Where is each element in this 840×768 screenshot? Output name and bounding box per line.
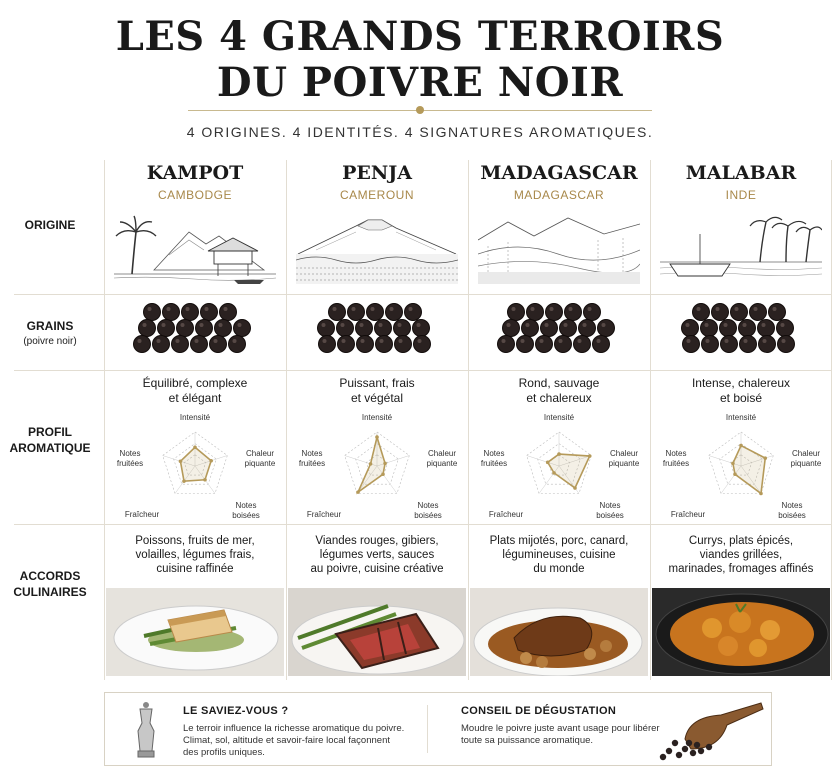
radar-axis-label: Notes [119, 449, 141, 458]
terroir-name: PENJA [342, 162, 412, 184]
peppercorn-highlight [157, 339, 161, 343]
terroir-country: MADAGASCAR [513, 188, 605, 202]
radar-profile [548, 454, 590, 488]
row-label-grains-sub: (poivre noir) [23, 336, 77, 347]
aroma-profile-line: et végétal [350, 391, 404, 405]
culinary-pairings [658, 534, 824, 576]
curry-dish-illustration [652, 588, 830, 676]
peppercorn [676, 752, 682, 758]
radar-profile [733, 446, 765, 494]
radar-axis-label: fruitées [298, 459, 326, 468]
row-label-accords-2: CULINAIRES [13, 585, 87, 599]
peppercorn [672, 740, 678, 746]
peppercorn-highlight [176, 339, 180, 343]
aroma-profile-line: Équilibré, complexe [142, 376, 248, 390]
peppercorn-highlight [781, 323, 785, 327]
peppercorn [584, 304, 601, 321]
peppercorn-highlight [705, 323, 709, 327]
peppercorn [769, 304, 786, 321]
radar-profile [180, 447, 211, 481]
radar-axis-label: Notes [301, 449, 323, 458]
divider-dot-icon [416, 106, 424, 114]
peppercorn-highlight [398, 323, 402, 327]
pairing-line: cuisine raffinée [156, 563, 234, 575]
peppercorn-highlight [333, 307, 337, 311]
peppercorn-highlight [597, 339, 601, 343]
peppercorn [693, 304, 710, 321]
peppercorn-highlight [143, 323, 147, 327]
row-label-grains-text: GRAINS [26, 319, 74, 333]
peppercorn [740, 336, 757, 353]
aroma-profile [296, 376, 458, 406]
radar-axis-label: Fraîcheur [670, 510, 706, 518]
peppercorn [348, 304, 365, 321]
radar-point [588, 454, 592, 458]
peppercorn-highlight [724, 323, 728, 327]
peppercorn [329, 304, 346, 321]
peppercorn-highlight [512, 307, 516, 311]
peppercorn [660, 754, 666, 760]
radar-point [209, 459, 213, 463]
peppercorn-highlight [697, 307, 701, 311]
radar-axis-label: fruitées [480, 459, 508, 468]
info-divider [427, 705, 428, 753]
radar-point [546, 461, 550, 465]
radar-axis-label: fruitées [662, 459, 690, 468]
peppercorn [712, 304, 729, 321]
peppercorn-highlight [352, 307, 356, 311]
aroma-profile-line: et élégant [168, 391, 222, 405]
peppercorn-highlight [531, 307, 535, 311]
peppercorn [683, 336, 700, 353]
radar-axis-label: Intensité [725, 413, 757, 422]
peppercorn [134, 336, 151, 353]
peppercorn [560, 320, 577, 337]
pairing-line: marinades, fromages affinés [668, 563, 814, 575]
peppercorn-highlight [200, 323, 204, 327]
peppercorn [375, 320, 392, 337]
peppercorn-highlight [782, 339, 786, 343]
peppercorn [318, 320, 335, 337]
peppercorn-highlight [564, 323, 568, 327]
radar-point [381, 472, 385, 476]
column-madagascar [468, 160, 650, 680]
peppercorn [319, 336, 336, 353]
peppercorn-highlight [238, 323, 242, 327]
info-box [104, 692, 772, 766]
info-line: Le terroir influence la richesse aromatique du poivre. [183, 723, 405, 734]
peppercorn-highlight [322, 323, 326, 327]
peppercorn-highlight [583, 323, 587, 327]
radar-axis-label: Fraîcheur [488, 510, 524, 518]
peppercorn-highlight [725, 339, 729, 343]
peppercorn [593, 336, 610, 353]
peppercorn [777, 320, 794, 337]
landscape-illustration [660, 210, 822, 286]
peppercorn [395, 336, 412, 353]
radar-axis-label: Fraîcheur [124, 510, 160, 518]
row-label-profil-2: AROMATIQUE [9, 441, 91, 455]
peppercorn-highlight [418, 339, 422, 343]
peppercorn-highlight [762, 323, 766, 327]
peppercorn-highlight [138, 339, 142, 343]
radar-axis-label: Notes [235, 501, 257, 510]
peppercorn [376, 336, 393, 353]
peppercorn-highlight [763, 339, 767, 343]
radar-point [193, 446, 197, 450]
peppercorn [555, 336, 572, 353]
radar-point [759, 492, 763, 496]
peppercorn-highlight [588, 307, 592, 311]
peppercorns-illustration [306, 298, 448, 360]
peppercorn-highlight [323, 339, 327, 343]
peppercorn-highlight [687, 339, 691, 343]
column-malabar [650, 160, 832, 680]
peppercorn [394, 320, 411, 337]
peppercorn [386, 304, 403, 321]
radar-axis-label: Notes [417, 501, 439, 510]
peppercorn [702, 336, 719, 353]
info-line: Climat, sol, altitude et savoir-faire local façonnent [183, 735, 390, 746]
radar-point [739, 444, 743, 448]
peppercorns-illustration [488, 298, 630, 360]
terroir-country: CAMBODGE [157, 188, 232, 202]
radar-axis-label: Notes [483, 449, 505, 458]
peppercorn-highlight [361, 339, 365, 343]
peppercorn [357, 336, 374, 353]
peppercorn-highlight [148, 307, 152, 311]
pairing-line: Currys, plats épicés, [688, 535, 794, 547]
peppercorn [234, 320, 251, 337]
peppercorn-highlight [559, 339, 563, 343]
peppercorn [758, 320, 775, 337]
peppercorn [196, 320, 213, 337]
radar-axis-label: Notes [781, 501, 803, 510]
row-label-accords-1: ACCORDS [19, 569, 81, 583]
pairing-line: au poivre, cuisine créative [310, 563, 444, 575]
peppercorn-highlight [409, 307, 413, 311]
radar-chart [656, 412, 826, 518]
peppercorn [698, 748, 704, 754]
pairing-line: du monde [533, 563, 585, 575]
peppercorn [201, 304, 218, 321]
peppercorn [498, 336, 515, 353]
peppercorn [690, 750, 696, 756]
peppercorn [215, 320, 232, 337]
peppercorn-highlight [540, 339, 544, 343]
info-line: toute sa puissance aromatique. [461, 735, 594, 746]
peppercorns-illustration [670, 298, 812, 360]
peppercorn [682, 320, 699, 337]
radar-axis-label: Intensité [361, 413, 393, 422]
peppercorn [522, 320, 539, 337]
radar-axis-label: Intensité [543, 413, 575, 422]
terroir-country: INDE [725, 188, 757, 202]
row-label-origine: ORIGINE [24, 218, 76, 232]
peppercorn [739, 320, 756, 337]
peppercorn [338, 336, 355, 353]
landscape-illustration [114, 210, 276, 286]
peppercorn [546, 304, 563, 321]
peppercorn [579, 320, 596, 337]
pairing-line: Viandes rouges, gibiers, [315, 535, 439, 547]
aroma-profile [660, 376, 822, 406]
radar-axis-label: boisées [778, 511, 806, 518]
radar-point [375, 435, 379, 439]
culinary-pairings [294, 534, 460, 576]
landscape-illustration [478, 210, 640, 286]
column-kampot [104, 160, 286, 680]
pairing-line: Plats mijotés, porc, canard, [489, 535, 629, 547]
peppercorn [182, 304, 199, 321]
peppercorn [229, 336, 246, 353]
pairing-line: Poissons, fruits de mer, [135, 535, 255, 547]
radar-point [369, 462, 373, 466]
peppercorn [153, 336, 170, 353]
aroma-profile [114, 376, 276, 406]
peppercorn [565, 304, 582, 321]
radar-axis-label: Notes [599, 501, 621, 510]
radar-axis-label: Intensité [179, 413, 211, 422]
radar-point [182, 479, 186, 483]
peppercorn [220, 304, 237, 321]
row-label-profil [0, 424, 100, 456]
terroir-country: CAMEROUN [339, 188, 414, 202]
peppercorn-highlight [602, 323, 606, 327]
peppercorn-highlight [526, 323, 530, 327]
title-line-2: DU POIVRE NOIR [216, 59, 624, 106]
info-line: des profils uniques. [183, 747, 265, 758]
peppercorn [191, 336, 208, 353]
peppercorn [356, 320, 373, 337]
peppercorn [158, 320, 175, 337]
radar-point [573, 486, 577, 490]
peppercorn [541, 320, 558, 337]
radar-point [356, 490, 360, 494]
radar-axis-label: Chaleur [609, 449, 639, 458]
radar-chart [292, 412, 462, 518]
peppercorn [527, 304, 544, 321]
pepper-mill-icon [135, 701, 157, 759]
peppercorn-highlight [214, 339, 218, 343]
peppercorn-highlight [578, 339, 582, 343]
radar-point [383, 462, 387, 466]
pairing-line: viandes grillées, [699, 549, 783, 561]
radar-chart [474, 412, 644, 518]
peppercorn-highlight [181, 323, 185, 327]
page-title [0, 14, 840, 106]
peppercorn [405, 304, 422, 321]
peppercorn-highlight [186, 307, 190, 311]
aroma-profile-line: Puissant, frais [339, 376, 415, 390]
peppercorn-highlight [706, 339, 710, 343]
column-penja [286, 160, 468, 680]
peppercorn [536, 336, 553, 353]
culinary-pairings [112, 534, 278, 576]
terroir-name: MADAGASCAR [480, 162, 638, 184]
peppercorn [574, 336, 591, 353]
peppercorn-highlight [219, 323, 223, 327]
peppercorn [701, 320, 718, 337]
steak-dish-illustration [288, 588, 466, 676]
peppercorn [759, 336, 776, 353]
radar-point [179, 459, 183, 463]
peppercorn-highlight [399, 339, 403, 343]
peppercorn-highlight [545, 323, 549, 327]
stew-dish-illustration [470, 588, 648, 676]
peppercorn-highlight [507, 323, 511, 327]
radar-axis-label: piquante [426, 459, 458, 468]
peppercorn [731, 304, 748, 321]
terroir-name: KAMPOT [146, 162, 244, 184]
aroma-profile-line: et chalereux [526, 391, 592, 405]
tasting-tip-title: CONSEIL DE DÉGUSTATION [461, 705, 617, 717]
peppercorns-illustration [124, 298, 266, 360]
peppercorn-highlight [735, 307, 739, 311]
fish-dish-illustration [106, 588, 284, 676]
peppercorn [508, 304, 525, 321]
radar-point [557, 452, 561, 456]
radar-axis-label: Notes [665, 449, 687, 458]
peppercorn [503, 320, 520, 337]
radar-axis-label: boisées [232, 511, 260, 518]
radar-axis-label: Fraîcheur [306, 510, 342, 518]
radar-point [731, 462, 735, 466]
peppercorn [367, 304, 384, 321]
title-line-1: LES 4 GRANDS TERROIRS [115, 13, 725, 60]
peppercorn-highlight [502, 339, 506, 343]
aroma-profile-line: Intense, chalereux [691, 376, 791, 390]
aroma-profile-line: et boisé [719, 391, 763, 405]
peppercorn-highlight [521, 339, 525, 343]
peppercorn-highlight [167, 307, 171, 311]
peppercorn-highlight [342, 339, 346, 343]
peppercorn-highlight [754, 307, 758, 311]
peppercorn [177, 320, 194, 337]
peppercorn-highlight [380, 339, 384, 343]
peppercorn-highlight [390, 307, 394, 311]
culinary-pairings [476, 534, 642, 576]
peppercorn-highlight [371, 307, 375, 311]
radar-axis-label: fruitées [116, 459, 144, 468]
peppercorn [413, 320, 430, 337]
peppercorn-highlight [233, 339, 237, 343]
radar-chart [110, 412, 280, 518]
radar-point [763, 456, 767, 460]
radar-axis-label: piquante [608, 459, 640, 468]
pairing-line: légumes verts, sauces [319, 549, 435, 561]
peppercorn [694, 742, 700, 748]
row-label-accords [0, 568, 100, 600]
peppercorn [144, 304, 161, 321]
page-subtitle: 4 ORIGINES. 4 IDENTITÉS. 4 SIGNATURES AROMATIQUES. [186, 124, 654, 140]
aroma-profile [478, 376, 640, 406]
peppercorn [720, 320, 737, 337]
radar-axis-label: Chaleur [791, 449, 821, 458]
pepper-scoop-icon [645, 699, 765, 761]
radar-axis-label: boisées [596, 511, 624, 518]
peppercorn-highlight [162, 323, 166, 327]
peppercorn [750, 304, 767, 321]
radar-axis-label: piquante [790, 459, 822, 468]
row-label-profil-1: PROFIL [28, 425, 72, 439]
peppercorn-highlight [569, 307, 573, 311]
peppercorn-highlight [341, 323, 345, 327]
radar-axis-label: piquante [244, 459, 276, 468]
did-you-know-text [183, 723, 404, 759]
aroma-profile-line: Rond, sauvage [518, 376, 600, 390]
peppercorn [598, 320, 615, 337]
peppercorn [778, 336, 795, 353]
peppercorn-highlight [743, 323, 747, 327]
peppercorn-highlight [550, 307, 554, 311]
tasting-tip-text [461, 723, 660, 747]
peppercorn [686, 740, 692, 746]
radar-point [203, 478, 207, 482]
pairing-line: légumineuses, cuisine [502, 549, 616, 561]
peppercorn-highlight [773, 307, 777, 311]
peppercorn [706, 744, 712, 750]
peppercorn-highlight [686, 323, 690, 327]
peppercorn-highlight [224, 307, 228, 311]
row-label-grains [0, 318, 100, 350]
radar-axis-label: boisées [414, 511, 442, 518]
peppercorn-highlight [205, 307, 209, 311]
peppercorn [139, 320, 156, 337]
radar-point [733, 472, 737, 476]
peppercorn-highlight [195, 339, 199, 343]
terroir-name: MALABAR [685, 162, 797, 184]
pairing-line: volailles, légumes frais, [135, 549, 255, 561]
peppercorn [721, 336, 738, 353]
peppercorn [163, 304, 180, 321]
peppercorn [414, 336, 431, 353]
radar-axis-label: Chaleur [245, 449, 275, 458]
landscape-illustration [296, 210, 458, 286]
peppercorn-highlight [360, 323, 364, 327]
columns-layer [104, 160, 832, 680]
peppercorn [517, 336, 534, 353]
peppercorn-highlight [379, 323, 383, 327]
radar-axis-label: Chaleur [427, 449, 457, 458]
peppercorn-highlight [417, 323, 421, 327]
peppercorn [172, 336, 189, 353]
peppercorn-highlight [716, 307, 720, 311]
peppercorn [666, 748, 672, 754]
radar-point [552, 471, 556, 475]
info-line: Moudre le poivre juste avant usage pour libérer [461, 723, 660, 734]
peppercorn [682, 746, 688, 752]
peppercorn [337, 320, 354, 337]
did-you-know-title: LE SAVIEZ-VOUS ? [183, 705, 289, 717]
peppercorn-highlight [744, 339, 748, 343]
peppercorn [210, 336, 227, 353]
